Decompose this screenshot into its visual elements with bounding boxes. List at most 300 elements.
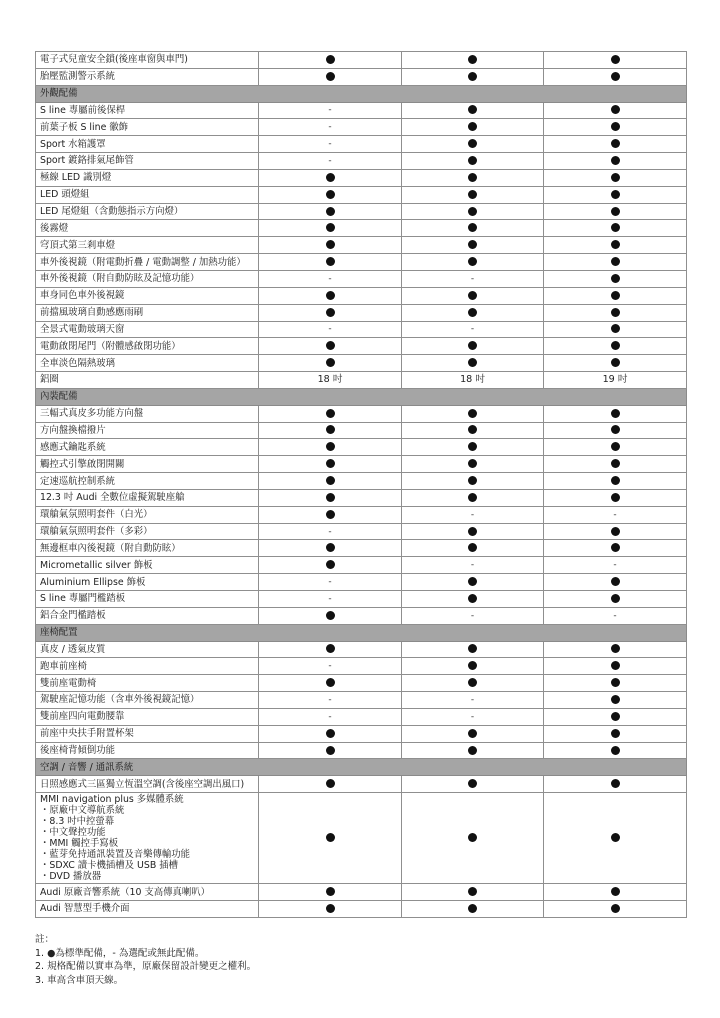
- none-dash: -: [470, 509, 475, 520]
- standard-dot-icon: [611, 729, 620, 738]
- trim-value-3: 19 吋: [544, 372, 687, 389]
- standard-dot-icon: [468, 358, 477, 367]
- feature-sub-item: ・藍芽免持通訊裝置及音樂傳輸功能: [40, 849, 191, 861]
- feature-label: 駕駛座記憶功能（含車外後視鏡記憶）: [36, 692, 259, 709]
- standard-dot-icon: [326, 442, 335, 451]
- feature-label: Audi 原廠音響系統（10 支高傳真喇叭）: [36, 884, 259, 901]
- feature-label: 方向盤換檔撥片: [36, 422, 259, 439]
- trim-value-1: [259, 641, 402, 658]
- feature-label: Audi 智慧型手機介面: [36, 900, 259, 917]
- trim-value-2: 18 吋: [402, 372, 544, 389]
- standard-dot-icon: [326, 560, 335, 569]
- spec-row: [36, 641, 687, 658]
- standard-dot-icon: [326, 904, 335, 913]
- spec-row: [36, 220, 687, 237]
- feature-label: 日照感應式三區獨立恆溫空調(含後座空調出風口): [36, 776, 259, 793]
- standard-dot-icon: [326, 173, 335, 182]
- trim-value-2: [402, 574, 544, 591]
- trim-value-1: [259, 884, 402, 901]
- feature-label: LED 尾燈組（含動態指示方向燈）: [36, 203, 259, 220]
- standard-dot-icon: [468, 291, 477, 300]
- spec-row: [36, 607, 687, 624]
- trim-value-1: [259, 52, 402, 69]
- standard-dot-icon: [468, 425, 477, 434]
- trim-value-3: [544, 439, 687, 456]
- trim-value-2: [402, 900, 544, 917]
- standard-dot-icon: [468, 409, 477, 418]
- none-dash: -: [613, 560, 617, 571]
- trim-value-1: [259, 742, 402, 759]
- standard-dot-icon: [611, 55, 620, 64]
- spec-row: [36, 153, 687, 170]
- trim-value-1: [259, 169, 402, 186]
- feature-label: 前擋風玻璃自動感應雨刷: [36, 304, 259, 321]
- spec-row: [36, 793, 687, 884]
- trim-value-2: [402, 675, 544, 692]
- standard-dot-icon: [468, 543, 477, 552]
- trim-value-3: [544, 489, 687, 506]
- standard-dot-icon: [611, 105, 620, 114]
- trim-value-2: [402, 884, 544, 901]
- standard-dot-icon: [611, 358, 620, 367]
- section-header: 外觀配備: [36, 85, 687, 102]
- trim-value-3: [544, 203, 687, 220]
- spec-row: [36, 456, 687, 473]
- feature-label: 前葉子板 S line 徽飾: [36, 119, 259, 136]
- none-dash: -: [470, 560, 475, 571]
- trim-value-3: [544, 708, 687, 725]
- trim-value-3: [544, 607, 687, 624]
- trim-value-3: [544, 422, 687, 439]
- trim-value-2: [402, 422, 544, 439]
- trim-value-1: [259, 119, 402, 136]
- standard-dot-icon: [468, 644, 477, 653]
- feature-label: 雙前座四向電動腰靠: [36, 708, 259, 725]
- spec-row: [36, 287, 687, 304]
- standard-dot-icon: [468, 72, 477, 81]
- trim-value-1: [259, 725, 402, 742]
- standard-dot-icon: [468, 661, 477, 670]
- none-dash: -: [470, 273, 475, 284]
- standard-dot-icon: [326, 678, 335, 687]
- trim-value-1: 18 吋: [259, 372, 402, 389]
- feature-label: Sport 鍍鉻排氣尾飾管: [36, 153, 259, 170]
- trim-value-1: [259, 591, 402, 608]
- none-dash: -: [328, 324, 332, 335]
- trim-value-2: [402, 220, 544, 237]
- standard-dot-icon: [326, 543, 335, 552]
- trim-value-3: [544, 591, 687, 608]
- feature-label: S line 專屬門檻踏板: [36, 591, 259, 608]
- trim-value-2: [402, 405, 544, 422]
- standard-dot-icon: [611, 274, 620, 283]
- none-dash: -: [328, 593, 332, 604]
- feature-sub-item: ・SDXC 讀卡機插槽及 USB 插槽: [40, 860, 179, 872]
- feature-sub-item: ・中文聲控功能: [40, 827, 106, 839]
- standard-dot-icon: [326, 308, 335, 317]
- standard-dot-icon: [611, 308, 620, 317]
- trim-value-2: [402, 321, 544, 338]
- none-dash: -: [470, 324, 475, 335]
- trim-value-2: [402, 439, 544, 456]
- feature-label: 12.3 吋 Audi 全數位虛擬駕駛座艙: [36, 489, 259, 506]
- none-dash: -: [613, 610, 617, 621]
- standard-dot-icon: [326, 291, 335, 300]
- spec-row: [36, 102, 687, 119]
- spec-row: [36, 321, 687, 338]
- section-header-row: [36, 624, 687, 641]
- trim-value-2: [402, 102, 544, 119]
- trim-value-3: [544, 270, 687, 287]
- standard-dot-icon: [326, 833, 335, 842]
- trim-value-2: [402, 473, 544, 490]
- standard-dot-icon: [326, 55, 335, 64]
- spec-row: [36, 338, 687, 355]
- trim-value-3: [544, 169, 687, 186]
- feature-label: 真皮 / 透氣皮質: [36, 641, 259, 658]
- trim-value-1: [259, 523, 402, 540]
- trim-value-2: [402, 489, 544, 506]
- spec-row: [36, 540, 687, 557]
- standard-dot-icon: [326, 358, 335, 367]
- trim-value-1: [259, 456, 402, 473]
- standard-dot-icon: [611, 409, 620, 418]
- standard-dot-icon: [326, 476, 335, 485]
- feature-label: 後霧燈: [36, 220, 259, 237]
- feature-label: [36, 793, 259, 884]
- trim-value-2: [402, 304, 544, 321]
- spec-row: [36, 136, 687, 153]
- feature-label: 後座椅背傾倒功能: [36, 742, 259, 759]
- standard-dot-icon: [611, 678, 620, 687]
- trim-value-3: [544, 557, 687, 574]
- standard-dot-icon: [611, 324, 620, 333]
- standard-dot-icon: [611, 156, 620, 165]
- trim-value-1: [259, 68, 402, 85]
- trim-value-1: [259, 540, 402, 557]
- trim-value-1: [259, 304, 402, 321]
- standard-dot-icon: [468, 139, 477, 148]
- section-header: 座椅配置: [36, 624, 687, 641]
- feature-label: S line 專屬前後保桿: [36, 102, 259, 119]
- spec-row: [36, 254, 687, 271]
- note-item-2: 2. 規格配備以實車為準，原廠保留設計變更之權利。: [35, 961, 257, 973]
- standard-dot-icon: [326, 459, 335, 468]
- standard-dot-icon: [468, 173, 477, 182]
- spec-row: [36, 692, 687, 709]
- standard-dot-icon: [468, 493, 477, 502]
- trim-value-2: [402, 119, 544, 136]
- standard-dot-icon: [326, 887, 335, 896]
- spec-row: [36, 776, 687, 793]
- trim-value-3: [544, 68, 687, 85]
- spec-row: [36, 186, 687, 203]
- trim-value-3: [544, 254, 687, 271]
- trim-value-2: [402, 607, 544, 624]
- trim-value-3: [544, 540, 687, 557]
- standard-dot-icon: [326, 510, 335, 519]
- spec-row: [36, 119, 687, 136]
- trim-value-3: [544, 473, 687, 490]
- standard-dot-icon: [611, 122, 620, 131]
- standard-dot-icon: [326, 207, 335, 216]
- standard-dot-icon: [611, 139, 620, 148]
- standard-dot-icon: [611, 904, 620, 913]
- trim-value-3: [544, 675, 687, 692]
- trim-value-3: [544, 355, 687, 372]
- trim-value-1: [259, 254, 402, 271]
- spec-row: [36, 884, 687, 901]
- trim-value-3: [544, 287, 687, 304]
- standard-dot-icon: [611, 746, 620, 755]
- standard-dot-icon: [468, 190, 477, 199]
- spec-row: [36, 439, 687, 456]
- trim-value-2: [402, 776, 544, 793]
- standard-dot-icon: [611, 190, 620, 199]
- none-dash: -: [328, 711, 332, 722]
- spec-row: [36, 523, 687, 540]
- standard-dot-icon: [611, 257, 620, 266]
- notes: [35, 933, 256, 987]
- trim-value-3: [544, 321, 687, 338]
- spec-row: [36, 270, 687, 287]
- section-header-row: [36, 85, 687, 102]
- trim-value-3: [544, 136, 687, 153]
- none-dash: -: [328, 526, 332, 537]
- feature-label: 跑車前座椅: [36, 658, 259, 675]
- trim-value-3: [544, 725, 687, 742]
- feature-label: Micrometallic silver 飾板: [36, 557, 259, 574]
- trim-value-1: [259, 473, 402, 490]
- standard-dot-icon: [326, 409, 335, 418]
- trim-value-2: [402, 68, 544, 85]
- feature-label: 胎壓監測警示系統: [36, 68, 259, 85]
- feature-label-title: MMI navigation plus 多媒體系統: [40, 794, 184, 806]
- standard-dot-icon: [611, 72, 620, 81]
- trim-value-1: [259, 270, 402, 287]
- trim-value-3: [544, 237, 687, 254]
- trim-value-1: [259, 506, 402, 523]
- trim-value-3: [544, 102, 687, 119]
- feature-label: 鋁圈: [36, 372, 259, 389]
- section-header: 內裝配備: [36, 388, 687, 405]
- trim-value-3: [544, 884, 687, 901]
- trim-value-3: [544, 641, 687, 658]
- trim-value-1: [259, 439, 402, 456]
- standard-dot-icon: [611, 341, 620, 350]
- spec-row: [36, 675, 687, 692]
- trim-value-1: [259, 136, 402, 153]
- note-item-1: 1. ●為標準配備，- 為選配或無此配備。: [35, 947, 205, 959]
- trim-value-3: [544, 506, 687, 523]
- standard-dot-icon: [468, 577, 477, 586]
- feature-label: 極線 LED 識別燈: [36, 169, 259, 186]
- standard-dot-icon: [611, 223, 620, 232]
- standard-dot-icon: [326, 190, 335, 199]
- spec-row: [36, 489, 687, 506]
- spec-row: [36, 372, 687, 389]
- spec-row: [36, 304, 687, 321]
- standard-dot-icon: [611, 577, 620, 586]
- trim-value-3: [544, 456, 687, 473]
- none-dash: -: [328, 155, 332, 166]
- standard-dot-icon: [468, 207, 477, 216]
- trim-value-2: [402, 692, 544, 709]
- trim-value-2: [402, 658, 544, 675]
- trim-value-1: [259, 607, 402, 624]
- spec-row: [36, 422, 687, 439]
- spec-row: [36, 725, 687, 742]
- feature-label: 電動啟閉尾門（附體感啟閉功能）: [36, 338, 259, 355]
- standard-dot-icon: [611, 476, 620, 485]
- trim-value-2: [402, 557, 544, 574]
- trim-value-2: [402, 237, 544, 254]
- standard-dot-icon: [326, 223, 335, 232]
- feature-label: 全車淡色隔熱玻璃: [36, 355, 259, 372]
- feature-label: 雙前座電動椅: [36, 675, 259, 692]
- standard-dot-icon: [468, 240, 477, 249]
- trim-value-3: [544, 742, 687, 759]
- trim-value-1: [259, 153, 402, 170]
- standard-dot-icon: [611, 527, 620, 536]
- trim-value-1: [259, 355, 402, 372]
- trim-value-3: [544, 793, 687, 884]
- trim-value-3: [544, 658, 687, 675]
- none-dash: -: [328, 661, 332, 672]
- trim-value-1: [259, 658, 402, 675]
- trim-value-2: [402, 793, 544, 884]
- trim-value-3: [544, 405, 687, 422]
- standard-dot-icon: [326, 425, 335, 434]
- standard-dot-icon: [326, 240, 335, 249]
- feature-label: 前座中央扶手附置杯架: [36, 725, 259, 742]
- none-dash: -: [470, 711, 475, 722]
- trim-value-1: [259, 574, 402, 591]
- standard-dot-icon: [611, 695, 620, 704]
- trim-value-3: [544, 304, 687, 321]
- feature-sub-item: ・原廠中文導航系統: [40, 805, 125, 817]
- none-dash: -: [328, 139, 332, 150]
- spec-row: [36, 506, 687, 523]
- standard-dot-icon: [468, 105, 477, 114]
- standard-dot-icon: [468, 341, 477, 350]
- notes-title: 註：: [35, 934, 55, 945]
- feature-label: 感應式鑰匙系統: [36, 439, 259, 456]
- spec-row: [36, 68, 687, 85]
- feature-label: 車身同色車外後視鏡: [36, 287, 259, 304]
- trim-value-1: [259, 489, 402, 506]
- trim-value-1: [259, 422, 402, 439]
- standard-dot-icon: [611, 833, 620, 842]
- standard-dot-icon: [326, 729, 335, 738]
- standard-dot-icon: [468, 746, 477, 755]
- spec-row: [36, 708, 687, 725]
- standard-dot-icon: [468, 55, 477, 64]
- trim-value-2: [402, 540, 544, 557]
- trim-value-2: [402, 708, 544, 725]
- standard-dot-icon: [468, 223, 477, 232]
- none-dash: -: [328, 577, 332, 588]
- spec-row: [36, 742, 687, 759]
- standard-dot-icon: [611, 594, 620, 603]
- standard-dot-icon: [326, 257, 335, 266]
- section-header: 空調 / 音響 / 通訊系統: [36, 759, 687, 776]
- standard-dot-icon: [326, 746, 335, 755]
- spec-row: [36, 237, 687, 254]
- trim-value-2: [402, 523, 544, 540]
- standard-dot-icon: [468, 594, 477, 603]
- feature-label: 穹頂式第三剎車燈: [36, 237, 259, 254]
- standard-dot-icon: [326, 644, 335, 653]
- standard-dot-icon: [611, 442, 620, 451]
- note-item-3: 3. 車高含車頂天線。: [35, 974, 124, 986]
- trim-value-2: [402, 52, 544, 69]
- feature-label: 定速巡航控制系統: [36, 473, 259, 490]
- standard-dot-icon: [326, 779, 335, 788]
- trim-value-3: [544, 574, 687, 591]
- trim-value-3: [544, 52, 687, 69]
- none-dash: -: [613, 509, 617, 520]
- trim-value-1: [259, 203, 402, 220]
- feature-sub-item: ・MMI 觸控手寫板: [40, 838, 119, 850]
- standard-dot-icon: [468, 156, 477, 165]
- trim-value-3: [544, 692, 687, 709]
- trim-value-1: [259, 321, 402, 338]
- standard-dot-icon: [326, 493, 335, 502]
- standard-dot-icon: [468, 904, 477, 913]
- standard-dot-icon: [468, 833, 477, 842]
- none-dash: -: [470, 694, 475, 705]
- spec-row: [36, 574, 687, 591]
- trim-value-3: [544, 523, 687, 540]
- standard-dot-icon: [611, 240, 620, 249]
- trim-value-1: [259, 338, 402, 355]
- trim-value-2: [402, 169, 544, 186]
- standard-dot-icon: [468, 476, 477, 485]
- standard-dot-icon: [468, 729, 477, 738]
- trim-value-1: [259, 557, 402, 574]
- spec-row: [36, 557, 687, 574]
- trim-value-2: [402, 287, 544, 304]
- feature-label: 無邊框車內後視鏡（附自動防眩）: [36, 540, 259, 557]
- section-header-row: [36, 759, 687, 776]
- spec-row: [36, 900, 687, 917]
- trim-value-1: [259, 405, 402, 422]
- feature-label: 車外後視鏡（附電動折疊 / 電動調整 / 加熱功能）: [36, 254, 259, 271]
- feature-label: 環艙氣氛照明套件（多彩）: [36, 523, 259, 540]
- none-dash: -: [328, 105, 332, 116]
- standard-dot-icon: [611, 173, 620, 182]
- standard-dot-icon: [468, 459, 477, 468]
- standard-dot-icon: [468, 442, 477, 451]
- none-dash: -: [328, 122, 332, 133]
- standard-dot-icon: [611, 493, 620, 502]
- spec-table: [35, 51, 687, 918]
- trim-value-2: [402, 355, 544, 372]
- standard-dot-icon: [611, 291, 620, 300]
- feature-label: 全景式電動玻璃天窗: [36, 321, 259, 338]
- trim-value-1: [259, 900, 402, 917]
- trim-value-1: [259, 287, 402, 304]
- feature-label: 車外後視鏡（附自動防眩及記憶功能）: [36, 270, 259, 287]
- trim-value-1: [259, 220, 402, 237]
- feature-label: 鋁合金門檻踏板: [36, 607, 259, 624]
- trim-value-1: [259, 186, 402, 203]
- spec-row: [36, 405, 687, 422]
- standard-dot-icon: [611, 459, 620, 468]
- standard-dot-icon: [611, 887, 620, 896]
- standard-dot-icon: [468, 779, 477, 788]
